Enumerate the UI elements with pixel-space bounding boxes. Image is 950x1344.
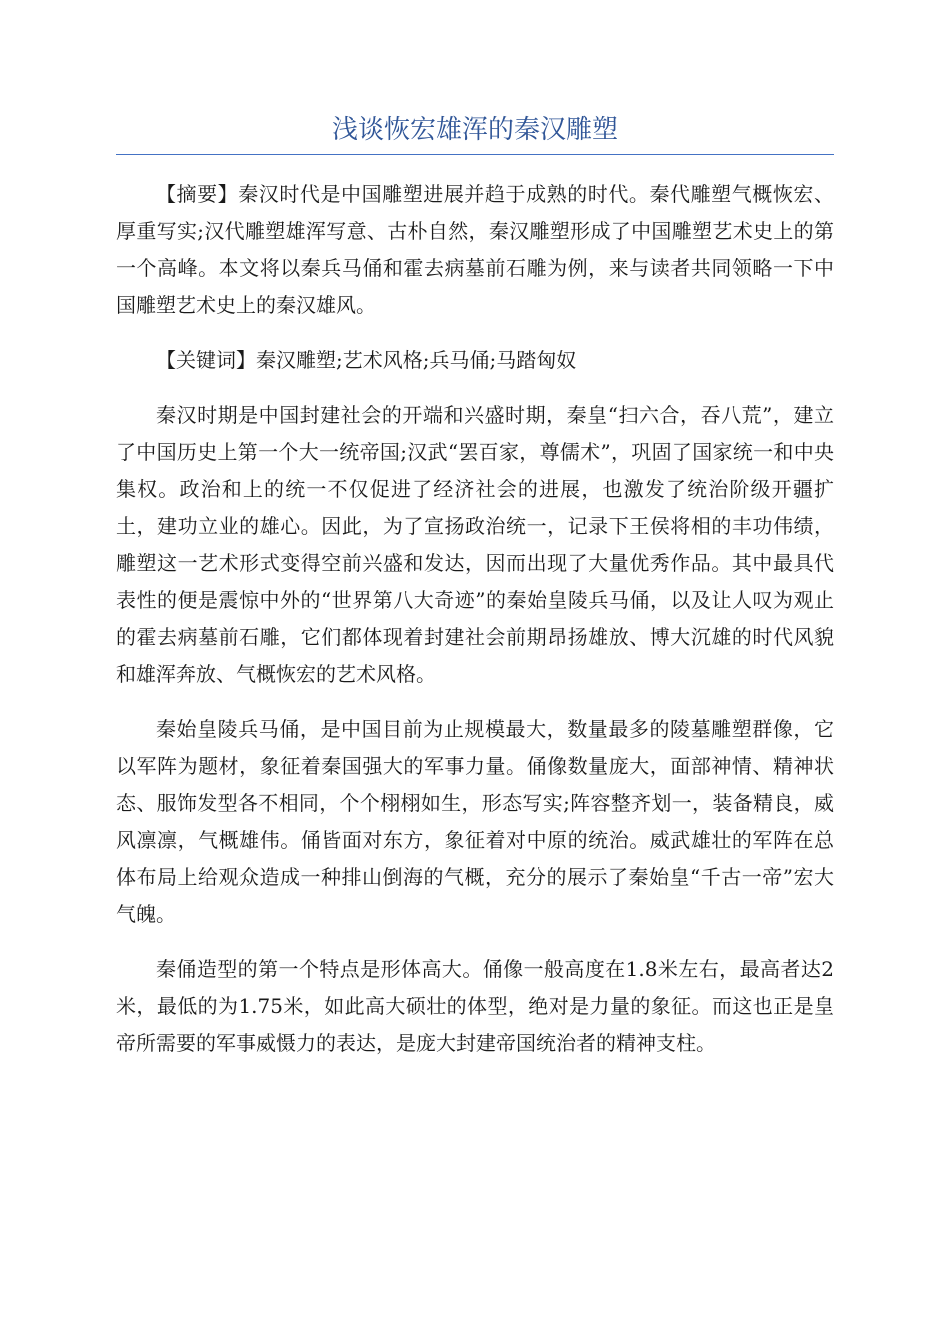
title-underline — [116, 154, 834, 155]
document-body — [116, 176, 834, 1080]
keywords-paragraph: 【关键词】秦汉雕塑;艺术风格;兵马俑;马踏匈奴 — [156, 348, 577, 372]
body-paragraph-3: 秦俑造型的第一个特点是形体高大。俑像一般高度在1.8米左右，最高者达2米，最低的为1.75米，如此高大硕壮的体型，绝对是力量的象征。而这也正是皇帝所需要的军事威慑力的表达，是庞大封建帝国统治者的精神支柱。 — [116, 957, 834, 1055]
body-paragraph-2: 秦始皇陵兵马俑，是中国目前为止规模最大，数量最多的陵墓雕塑群像，它以军阵为题材，象征着秦国强大的军事力量。俑像数量庞大，面部神情、精神状态、服饰发型各不相同，个个栩栩如生，形态写实;阵容整齐划一，装备精良，威风凛凛，气概雄伟。俑皆面对东方，象征着对中原的统治。威武雄壮的军阵在总体布局上给观众造成一种排山倒海的气概，充分的展示了秦始皇“千古一帝”宏大气魄。 — [116, 717, 834, 926]
body-paragraph-1: 秦汉时期是中国封建社会的开端和兴盛时期，秦皇“扫六合，吞八荒”，建立了中国历史上第一个大一统帝国;汉武“罢百家，尊儒术”，巩固了国家统一和中央集权。政治和上的统一不仅促进了经济社会的进展，也激发了统治阶级开疆扩土，建功立业的雄心。因此，为了宣扬政治统一，记录下王侯将相的丰功伟绩，雕塑这一艺术形式变得空前兴盛和发达，因而出现了大量优秀作品。其中最具代表性的便是震惊中外的“世界第八大奇迹”的秦始皇陵兵马俑，以及让人叹为观止的霍去病墓前石雕，它们都体现着封建社会前期昂扬雄放、博大沉雄的时代风貌和雄浑奔放、气概恢宏的艺术风格。 — [116, 403, 834, 686]
document-title: 浅谈恢宏雄浑的秦汉雕塑 — [331, 115, 618, 145]
abstract-paragraph: 【摘要】秦汉时代是中国雕塑进展并趋于成熟的时代。秦代雕塑气概恢宏、厚重写实;汉代雕塑雄浑写意、古朴自然，秦汉雕塑形成了中国雕塑艺术史上的第一个高峰。本文将以秦兵马俑和霍去病墓前石雕为例，来与读者共同领略一下中国雕塑艺术史上的秦汉雄风。 — [116, 182, 834, 317]
